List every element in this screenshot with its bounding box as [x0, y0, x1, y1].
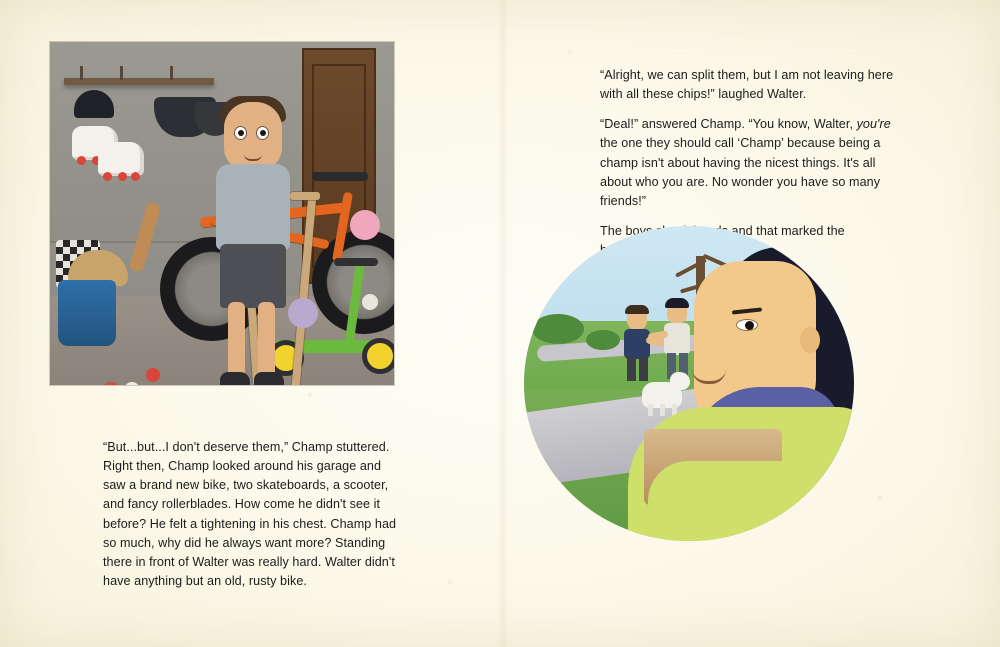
ball-pink — [350, 210, 380, 240]
paragraph: “Deal!” answered Champ. “You know, Walter, you're the one they should call ‘Champ’ because being a champ isn't about having the nicest things. It's all about who you are. No wonder you have so many friends!” — [600, 117, 891, 208]
wall-hook-icon — [120, 66, 123, 80]
paragraph: “Alright, we can split them, but I am not leaving here with all these chips!” laughed Walter. — [600, 68, 894, 102]
ball-white — [362, 294, 378, 310]
blue-bin — [58, 280, 116, 346]
page-gutter — [497, 0, 509, 647]
pupil — [260, 130, 266, 136]
wall-hook-icon — [170, 66, 173, 80]
left-page-text — [103, 438, 403, 591]
bush — [586, 330, 620, 350]
rollerblade-wheel — [77, 156, 86, 165]
shoe — [254, 372, 284, 385]
character-walter-foreground — [638, 251, 854, 541]
scooter-wheel — [362, 338, 394, 374]
leg — [228, 302, 245, 378]
ear — [800, 327, 820, 353]
park-handshake-illustration — [524, 226, 854, 541]
emphasized-word: you're — [856, 117, 891, 132]
rollerblade — [98, 142, 144, 176]
bicycle-handlebar — [312, 172, 368, 181]
pupil — [238, 130, 244, 136]
shirt — [216, 164, 290, 250]
shorts — [220, 244, 286, 308]
bush — [532, 314, 584, 344]
rollerblade-wheel — [103, 172, 112, 181]
leg — [627, 357, 636, 381]
character-champ — [200, 102, 310, 385]
garage-illustration — [50, 42, 394, 385]
pupil — [745, 321, 754, 330]
eye — [256, 126, 269, 140]
rollerblade-wheel — [118, 172, 127, 181]
eye — [234, 126, 247, 140]
paragraph: “But...but...I don't deserve them,” Champ stuttered. Right then, Champ looked around his garage and saw a brand new bike, two skateboards, a scooter, and fancy rollerblades. How come he didn't see it before? He felt a tightening in his chest. Champ had so much, why did he always want more? Standing there in front of Walter was really hard. Walter didn't have anything but an old, rusty bike. — [103, 440, 397, 588]
shoe — [220, 372, 250, 385]
wall-hook-icon — [80, 66, 83, 80]
arm — [648, 461, 838, 541]
garage-shelf — [64, 78, 214, 85]
ball-purple — [288, 298, 318, 328]
scooter-handlebar — [334, 258, 378, 266]
rollerblade-wheel — [131, 172, 140, 181]
leg — [258, 302, 275, 378]
ball-red — [146, 368, 160, 382]
